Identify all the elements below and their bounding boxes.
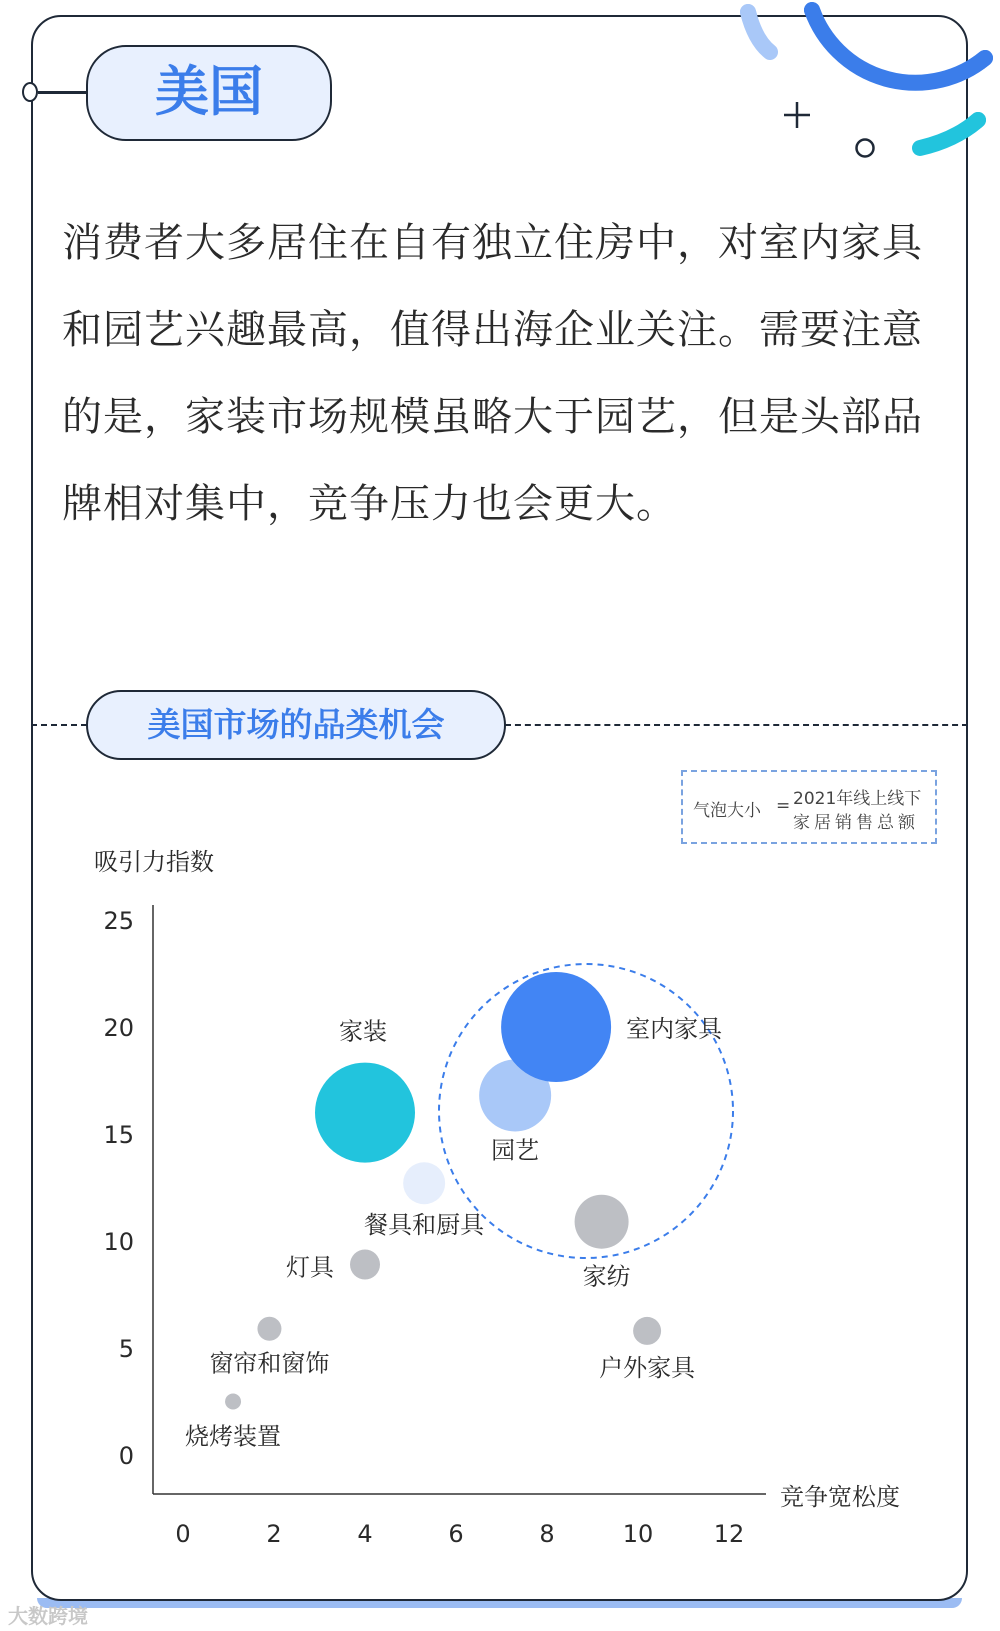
y-tick-label: 0 (118, 1442, 134, 1470)
section-title: 美国市场的品类机会 (86, 690, 506, 760)
country-title: 美国 (86, 45, 332, 141)
y-tick-label: 15 (103, 1121, 134, 1149)
bubble-point (403, 1162, 445, 1204)
bubble-point (575, 1195, 629, 1249)
x-tick-label: 6 (448, 1520, 464, 1548)
bubble-label: 家纺 (582, 1262, 631, 1291)
bubble-label: 餐具和厨具 (364, 1211, 485, 1240)
y-tick-label: 10 (103, 1228, 134, 1256)
bubble-point (633, 1317, 661, 1345)
bubble-point (501, 972, 611, 1082)
x-tick-label: 0 (175, 1520, 191, 1548)
y-tick-label: 20 (103, 1014, 134, 1042)
bubble-label: 室内家具 (626, 1015, 723, 1043)
legend-desc-line1: 2021年线上线下 (793, 789, 922, 809)
x-tick-label: 8 (539, 1520, 555, 1548)
bubble-label: 园艺 (491, 1136, 540, 1165)
bubble-label: 烧烤装置 (185, 1422, 282, 1451)
bubble-label: 灯具 (286, 1253, 334, 1282)
description-paragraph: 消费者大多居住在自有独立住房中，对室内家具和园艺兴趣最高，值得出海企业关注。需要注意的是，家装市场规模虽略大于园艺，但是头部品牌相对集中，竞争压力也会更大。 (62, 220, 923, 527)
bubble-label: 窗帘和窗饰 (209, 1349, 330, 1378)
y-axis-title: 吸引力指数 (94, 848, 214, 876)
bubble-point (225, 1394, 241, 1410)
legend-equals: = (776, 796, 791, 816)
y-tick-label: 5 (118, 1335, 134, 1363)
x-tick-label: 2 (266, 1520, 282, 1548)
watermark: 大数跨境 (8, 1604, 88, 1628)
bubble-point (315, 1063, 415, 1163)
x-tick-label: 4 (357, 1520, 373, 1548)
bubble-point (257, 1317, 281, 1341)
bubble-point (350, 1250, 380, 1280)
x-axis-title: 竞争宽松度 (780, 1483, 900, 1511)
bubble-label: 家装 (339, 1017, 387, 1046)
legend-desc-line2: 家居销售总额 (793, 813, 919, 833)
x-tick-label: 10 (622, 1520, 654, 1548)
x-tick-label: 12 (713, 1520, 745, 1548)
bubble-label: 户外家具 (599, 1353, 696, 1382)
legend-label: 气泡大小 (693, 801, 761, 821)
y-tick-label: 25 (103, 907, 134, 935)
